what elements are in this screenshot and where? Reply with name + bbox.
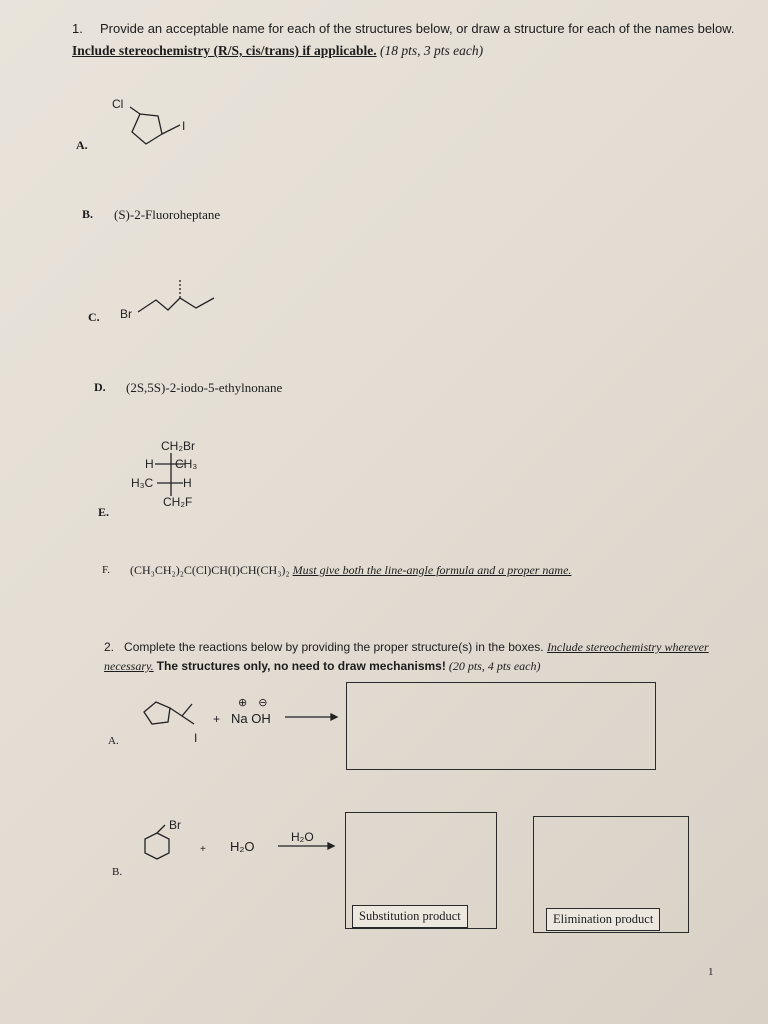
reaction-2b-plus: + (200, 844, 206, 855)
question-2-bold: The structures only, no need to draw mechanisms! (156, 659, 446, 673)
reaction-2a-plus: + (213, 712, 221, 726)
question-2-points: (20 pts, 4 pts each) (448, 659, 541, 673)
structure-1a-cyclopentane (100, 92, 200, 152)
item-1b-label: B. (82, 207, 94, 221)
atom-br-2b: Br (169, 818, 181, 832)
elimination-product-label: Elimination product (546, 908, 660, 931)
item-1f-note: Must give both the line-angle formula and a proper name. (292, 563, 572, 577)
question-2-line-2 (104, 659, 540, 674)
substitution-product-label: Substitution product (352, 905, 468, 928)
reaction-2a-label: A. (108, 735, 119, 747)
page-number: 1 (708, 966, 714, 978)
item-1b-name: (S)-2-Fluoroheptane (114, 207, 221, 222)
question-2-number: 2. (104, 640, 115, 654)
reaction-2b-arrow (278, 841, 334, 851)
item-1f-label: F. (102, 564, 110, 576)
fischer-row2-left: H₃C (131, 476, 154, 490)
question-1-instruction-line (72, 43, 483, 59)
structure-2b-cyclohexane (135, 815, 195, 875)
fischer-row1-right: CH₃ (175, 457, 198, 471)
fischer-row2-right: H (183, 476, 192, 490)
question-1-points: (18 pts, 3 pts each) (379, 43, 484, 58)
reaction-2b-label: B. (112, 866, 123, 878)
atom-cl-1a: Cl (112, 97, 124, 111)
answer-box-2a[interactable] (346, 682, 656, 770)
atom-i-2a: I (194, 731, 198, 745)
item-1a-label: A. (76, 138, 88, 152)
question-2-underlined-1: Include stereochemistry wherever (546, 640, 709, 654)
question-2-prompt: Complete the reactions below by providing the proper structure(s) in the boxes. (124, 640, 544, 654)
fischer-bottom: CH₂F (163, 495, 193, 509)
reaction-2b-condition: H₂O (291, 830, 314, 844)
question-2-underlined-2: necessary. (104, 659, 154, 673)
item-1c-label: C. (88, 310, 100, 324)
question-2-line-1 (104, 640, 709, 655)
reaction-2a-arrow (285, 712, 337, 722)
fischer-top: CH₂Br (161, 439, 195, 453)
item-1f-line (130, 563, 571, 578)
item-1f-formula: (CH₃CH₂)₂C(Cl)CH(I)CH(CH₃)₂ (130, 563, 290, 577)
item-1e-label: E. (98, 505, 110, 519)
structure-1c-skeletal (118, 270, 228, 325)
question-1-number: 1. (72, 21, 83, 36)
reaction-2b-reagent: H₂O (230, 839, 255, 854)
question-1-prompt: Provide an acceptable name for each of the structures below, or draw a structure for each of the names below. (100, 21, 735, 36)
atom-br-1c: Br (120, 307, 132, 321)
item-1d-name: (2S,5S)-2-iodo-5-ethylnonane (126, 380, 283, 395)
atom-i-1a: I (182, 119, 186, 133)
reaction-2a-reagent: Na OH (231, 711, 271, 726)
question-1-instruction: Include stereochemistry (R/S, cis/trans) if applicable. (72, 43, 377, 58)
reaction-2a-charges: ⊕ ⊖ (238, 697, 272, 709)
structure-1e-fischer (125, 438, 235, 513)
fischer-row1-left: H (145, 457, 154, 471)
item-1d-label: D. (94, 380, 106, 394)
